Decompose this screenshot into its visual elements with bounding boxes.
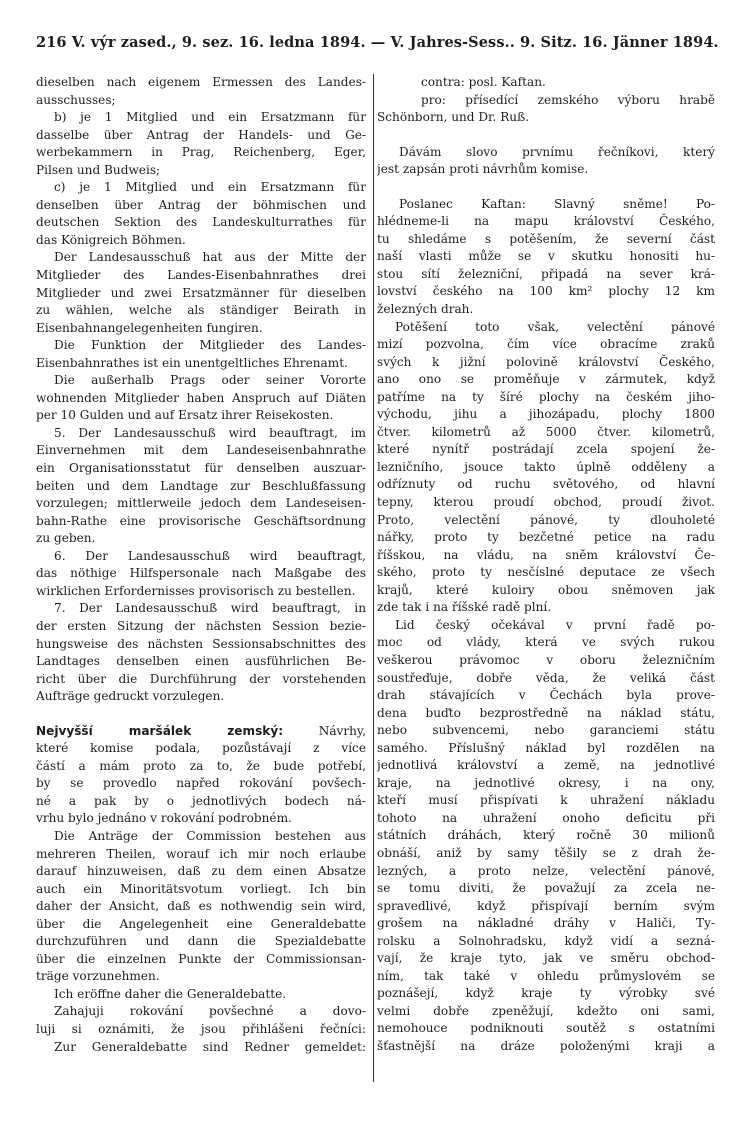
text-line: pro: přísedící zemského výboru hrabě xyxy=(421,92,715,107)
text-line: b) je 1 Mitglied und ein Ersatzmann für xyxy=(54,110,366,125)
text-line: Die außerhalb Prags oder seiner Vororte xyxy=(54,373,366,388)
text-line: ním, tak také v ohledu průmyslovém se xyxy=(377,968,715,983)
text-line: contra: posl. Kaftan. xyxy=(421,75,546,89)
text-line: svých k jižní polovině království Českého, xyxy=(377,354,715,369)
text-fragment: Návrhy, xyxy=(318,723,366,738)
text-line: ein Organisationsstatut für denselben auszuar- xyxy=(36,461,366,476)
text-line: odříznuty od ruchu světového, od hlavní xyxy=(377,477,715,492)
text-line: čtver. kilometrů až 5000 čtver. kilometrů, xyxy=(377,424,715,439)
text-line: Mitglieder des Landes-Eisenbahnrathes drei xyxy=(36,268,366,283)
text-line: Einvernehmen mit dem Landeseisenbahnrathe xyxy=(36,443,366,458)
text-line: se tomu diviti, že považují za zcela ne- xyxy=(377,881,715,896)
text-line: Eisenbahnrathes ist ein unentgeltliches Ehrenamt. xyxy=(36,355,348,370)
text-line: říšskou, na vládu, na sněm království Če- xyxy=(377,547,715,562)
text-line: železných drah. xyxy=(377,302,474,317)
text-line: kraje, na jednotlivé okresy, i na ony, xyxy=(377,775,715,790)
text-line: deutschen Sektion des Landeskulturrathes für xyxy=(36,215,366,230)
text-line: der ersten Sitzung der nächsten Session bezie- xyxy=(36,618,366,633)
speaker-name: Nejvyšší maršálek zemský: xyxy=(36,723,284,738)
text-line: bahn-Rathe eine provisorische Geschäftsordnung xyxy=(36,513,366,528)
text-line: c) je 1 Mitglied und ein Ersatzmann für xyxy=(54,180,366,195)
text-line: lovství českého na 100 km² plochy 12 km xyxy=(377,284,715,299)
text-line: Potěšení toto však, velectění pánové xyxy=(395,319,715,334)
text-line: jest zapsán proti návrhům komise. xyxy=(377,162,589,177)
text-line: durchzuführen und dann die Spezialdebatte xyxy=(36,934,366,949)
text-line: träge vorzunehmen. xyxy=(36,969,160,984)
text-line: nemohouce podniknouti soutěž s ostatními xyxy=(377,1021,715,1036)
text-line: denselben über Antrag der böhmischen und xyxy=(36,197,366,212)
text-fragment: Slavný sněme! Po- xyxy=(554,196,715,211)
text-line: mehreren Theilen, worauf ich mir noch erlaube xyxy=(36,846,366,861)
text-line: moc od vlády, která ve svých rukou xyxy=(377,635,715,650)
text-line: grošem na nákladné dráhy v Haliči, Ty- xyxy=(377,916,715,931)
text-line: kteří musí přispívati k uhražení nákladu xyxy=(377,793,715,808)
text-line: Der Landesausschuß hat aus der Mitte der xyxy=(54,250,366,265)
text-line: Aufträge gedruckt vorzulegen. xyxy=(36,689,225,704)
text-line: wohnenden Mitglieder haben Anspruch auf Diäten xyxy=(36,390,366,405)
text-line: darauf hinzuweisen, daß zu dem einen Absatze xyxy=(36,864,366,879)
text-line: soustřeďuje, dobře věda, že veliká část xyxy=(377,670,715,685)
page-header: 216 V. výr zased., 9. sez. 16. ledna 1894. — V. Jahres-Sess.. 9. Sitz. 16. Jänner 1894. xyxy=(36,34,719,51)
text-line: státních dráhách, který ročně 30 milionů xyxy=(377,828,715,843)
text-line: beiten und dem Landtage zur Beschlußfassung xyxy=(36,478,366,493)
text-line: naší vlasti může se v skutku honositi hu- xyxy=(377,249,715,264)
text-line: werbekammern in Prag, Reichenberg, Eger, xyxy=(36,145,366,160)
text-line: ského, proto ty nesčíslné deputace ze všech xyxy=(377,565,715,580)
text-line: né a pak by o jednotlivých bodech ná- xyxy=(36,793,366,808)
text-line: samého. Příslušný náklad byl rozdělen na xyxy=(377,740,715,755)
text-line: jednotlivá království a země, na jednotlivé xyxy=(377,758,715,773)
text-line: daher der Ansicht, daß es nothwendig sein wird, xyxy=(36,899,366,914)
text-line: Proto, velectění pánové, ty dlouholeté xyxy=(377,512,715,527)
text-line: lezných, a proto nelze, velectění pánové, xyxy=(377,863,715,878)
text-line: dena buďto bezprostředně na náklad státu, xyxy=(377,705,715,720)
text-line: nářky, proto ty bezčetné petice na radu xyxy=(377,530,715,545)
text-line: velmi dobře zpeněžují, kdežto oni sami, xyxy=(377,1003,715,1018)
text-line: dasselbe über Antrag der Handels- und Ge- xyxy=(36,127,366,142)
text-line: Mitglieder und zwei Ersatzmänner für dieselben xyxy=(36,285,366,300)
text-line: dieselben nach eigenem Ermessen des Landes- xyxy=(36,75,366,89)
text-line: Die Anträge der Commission bestehen aus xyxy=(54,828,366,843)
text-line: tepny, kterou proudí obchod, proudí život. xyxy=(377,495,715,510)
text-line: krajů, které kuloiry obou sněmoven jak xyxy=(377,582,715,597)
text-line: Lid český očekával v první řadě po- xyxy=(395,617,715,632)
text-line: veškerou právomoc v oboru železničním xyxy=(377,652,715,667)
text-line: per 10 Gulden und auf Ersatz ihrer Reisekosten. xyxy=(36,408,334,423)
text-line: Die Funktion der Mitglieder des Landes- xyxy=(54,338,366,353)
text-line: ausschusses; xyxy=(36,92,116,107)
text-line: které nynítř postrádají zcela spojení že- xyxy=(377,442,715,457)
text-line: šťastnější na dráze položenými kraji a xyxy=(377,1038,715,1053)
text-line: tohoto na uhražení onoho deficitu při xyxy=(377,810,715,825)
text-line: 5. Der Landesausschuß wird beauftragt, im xyxy=(54,425,366,440)
text-line: Schönborn, und Dr. Ruß. xyxy=(377,110,530,125)
text-line: Zahajuji rokování povšechné a dovo- xyxy=(54,1004,366,1019)
text-line: richt über die Durchführung der vorstehenden xyxy=(36,671,366,686)
text-line: luji si oznámiti, že jsou přihlášeni řečníci: xyxy=(36,1021,366,1036)
text-line: wirklichen Erfordernisses provisorisch zu bestellen. xyxy=(36,583,356,598)
text-line: vají, že kraje tyto, jak ve směru obchod- xyxy=(377,951,715,966)
right-column xyxy=(377,74,715,1056)
text-line: vrhu bylo jednáno v rokování podrobném. xyxy=(36,811,292,826)
text-line: patříme na ty šíré plochy na českém jiho- xyxy=(377,389,715,404)
text-line: rolsku a Solnohradsku, když vidí a sezná- xyxy=(377,933,715,948)
text-line: Landtages denselben einen ausführlichen Be- xyxy=(36,654,366,669)
text-line: Zur Generaldebatte sind Redner gemeldet: xyxy=(54,1039,366,1054)
text-line: Pilsen und Budweis; xyxy=(36,162,161,177)
left-column xyxy=(36,74,374,1082)
text-line: Dávám slovo prvnímu řečníkovi, který xyxy=(399,144,715,159)
text-line: nebo subvencemi, nebo garanciemi státu xyxy=(377,723,715,738)
text-line: východu, jihu a jihozápadu, plochy 1800 xyxy=(377,407,715,422)
text-line: poznášejí, když kraje ty výrobky své xyxy=(377,986,715,1001)
text-line: auch ein Minoritätsvotum vorliegt. Ich bin xyxy=(36,881,366,896)
text-line: zu wählen, welche als ständiger Beirath in xyxy=(36,303,366,318)
text-line: mizí pozvolna, čím více obracíme zraků xyxy=(377,337,715,352)
text-line: 6. Der Landesausschuß wird beauftragt, xyxy=(54,548,366,563)
text-line: Eisenbahnangelegenheiten fungiren. xyxy=(36,320,263,335)
text-line: über die einzelnen Punkte der Commissionsan- xyxy=(36,951,366,966)
text-line: über die Angelegenheit eine Generaldebatte xyxy=(36,916,366,931)
text-line: by se provedlo napřed rokování povšech- xyxy=(36,776,366,791)
text-line: částí a mám proto za to, že bude potřebí, xyxy=(36,758,366,773)
text-line: zde tak i na říšské radě plní. xyxy=(377,600,552,615)
text-line: tu shledáme s potěšením, že severní část xyxy=(377,231,715,246)
text-line: obnáší, aniž by samy těšily se z drah že- xyxy=(377,845,715,860)
text-line: hungsweise des nächsten Sessionsabschnittes des xyxy=(36,636,366,651)
text-line: lezničního, jsouce takto úplně odděleny a xyxy=(377,459,715,474)
text-line: das nöthige Hilfspersonale nach Maßgabe des xyxy=(36,566,366,581)
speaker-line xyxy=(377,196,715,214)
text-line: 7. Der Landesausschuß wird beauftragt, in xyxy=(54,601,366,616)
text-line: hlédneme-li na mapu království Českého, xyxy=(377,214,715,229)
text-line: vorzulegen; mittlerweile jedoch dem Landeseisen- xyxy=(36,496,366,511)
text-line: které komise podala, pozůstávají z více xyxy=(36,741,366,756)
speaker-name: Poslanec Kaftan: xyxy=(399,196,526,211)
text-line: drah stávajících v Čechách byla prove- xyxy=(377,688,715,703)
speaker-line xyxy=(36,723,366,741)
text-line: spravedlivé, když přispívají berním svým xyxy=(377,898,715,913)
text-line: das Königreich Böhmen. xyxy=(36,232,186,247)
text-line: zu geben. xyxy=(36,531,96,546)
text-line: stou sítí železniční, připadá na sever krá- xyxy=(377,266,715,281)
text-line: Ich eröffne daher die Generaldebatte. xyxy=(54,986,287,1001)
text-line: ano ono se proměňuje v zármutek, když xyxy=(377,372,715,387)
